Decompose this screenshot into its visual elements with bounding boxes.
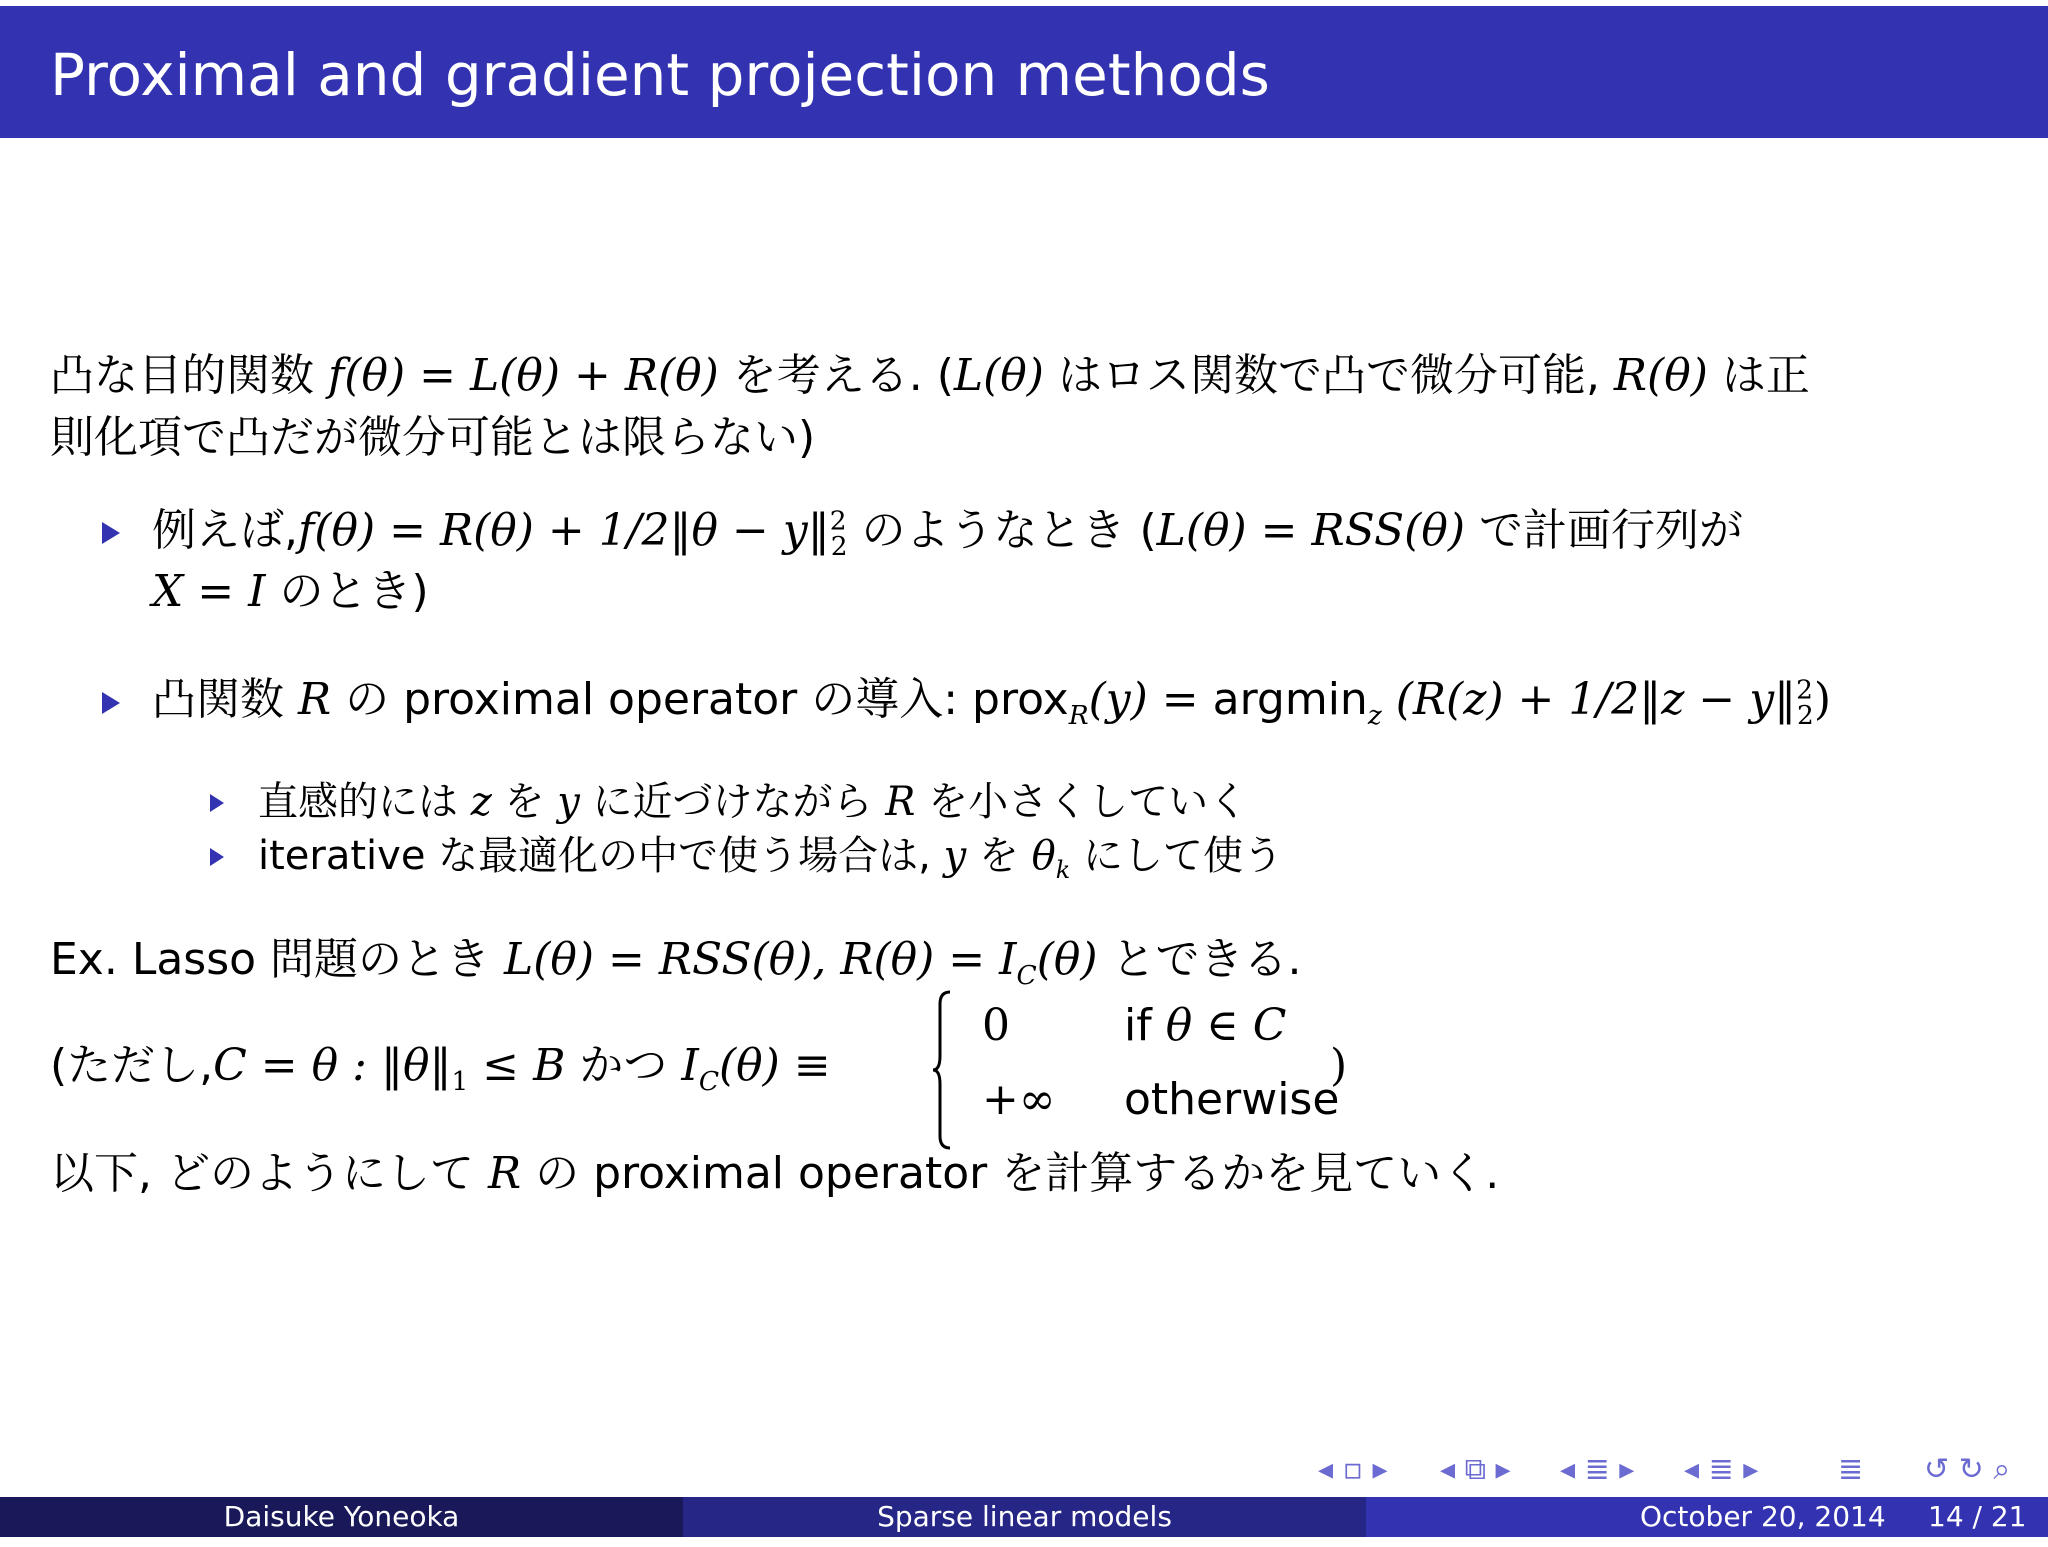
math-reg: R(θ) xyxy=(1613,350,1708,401)
frame-title: Proximal and gradient projection methods xyxy=(50,41,1270,109)
sub: 1 xyxy=(451,1065,469,1097)
math: L(θ) = RSS(θ), R(θ) = I xyxy=(504,934,1017,985)
text: を xyxy=(491,779,558,825)
text: にして使う xyxy=(1070,833,1283,879)
footer-date: October 20, 2014 xyxy=(1640,1500,1886,1533)
sub-bullet-1 xyxy=(258,778,1248,826)
math: R xyxy=(487,1148,522,1199)
footer-title-box xyxy=(683,1497,1366,1537)
footer-author-box xyxy=(0,1497,683,1537)
text: はロス関数で凸で微分可能, xyxy=(1043,350,1614,401)
text: 例えば, xyxy=(152,505,298,556)
math: y xyxy=(943,833,967,879)
sup: 2 xyxy=(829,505,847,537)
sub: C xyxy=(698,1065,720,1097)
case-2-condition: otherwise xyxy=(1124,1074,1340,1125)
math: θ xyxy=(1031,833,1056,879)
math: L(θ) = RSS(θ) xyxy=(1156,505,1465,556)
math: (R(z) + 1/2‖z − y‖ xyxy=(1395,674,1797,725)
frame-title-bar xyxy=(0,6,2048,138)
math: (y) = xyxy=(1088,674,1213,725)
math: R xyxy=(298,674,332,725)
text: で計画行列が xyxy=(1465,505,1743,556)
bullet1-line-2 xyxy=(152,566,429,619)
bullet1-line-1 xyxy=(152,505,1743,562)
definition-line xyxy=(50,1040,831,1097)
text: の proximal operator を計算するかを見ていく. xyxy=(521,1148,1500,1199)
math: ) xyxy=(1813,674,1832,725)
case-2-value: +∞ xyxy=(982,1074,1056,1125)
nav-subsection-icon[interactable]: ◂ ⧉ ▸ xyxy=(1440,1452,1511,1487)
cases-close-paren: ) xyxy=(1330,1040,1348,1091)
case-1-condition xyxy=(1124,1000,1286,1053)
text: if xyxy=(1124,1000,1166,1051)
closing-line xyxy=(50,1148,1499,1201)
footer-author: Daisuke Yoneoka xyxy=(223,1500,460,1533)
intro-line-2: 則化項で凸だが微分可能とは限らない) xyxy=(50,412,816,463)
text: を xyxy=(966,833,1032,879)
text: (ただし, xyxy=(50,1040,214,1091)
math: C = θ : ‖θ‖ xyxy=(213,1040,452,1091)
left-brace-icon xyxy=(932,990,952,1150)
text: Ex. Lasso 問題のとき xyxy=(50,934,505,985)
bullet-icon xyxy=(210,848,224,866)
sub: 2 xyxy=(830,530,848,562)
math: θ ∈ C xyxy=(1165,1000,1287,1051)
math: I xyxy=(681,1040,699,1091)
math: z xyxy=(470,779,492,825)
text: を小さくしていく xyxy=(915,779,1249,825)
bullet-icon xyxy=(102,692,120,714)
sub: k xyxy=(1055,856,1071,884)
bullet-icon xyxy=(102,522,120,544)
nav-frame-icon[interactable]: ◂ ▫ ▸ xyxy=(1318,1452,1388,1487)
nav-search-icon[interactable]: ↺ ↻ ⌕ xyxy=(1924,1452,2011,1487)
text: を考える. ( xyxy=(718,350,954,401)
math-objective: f(θ) = L(θ) + R(θ) xyxy=(328,350,719,401)
bullet2-line xyxy=(152,674,1832,731)
math: (θ) xyxy=(1036,934,1098,985)
intro-line-1 xyxy=(50,350,1810,403)
sup: 2 xyxy=(1796,674,1813,706)
sub: 2 xyxy=(1797,699,1814,731)
math: X = I xyxy=(152,566,266,617)
text: iterative な最適化の中で使う場合は, xyxy=(258,833,944,879)
bullet-icon xyxy=(210,794,224,812)
text: とできる. xyxy=(1097,934,1302,985)
text: 凸な目的関数 xyxy=(50,350,328,401)
math: (θ) ≡ xyxy=(719,1040,831,1091)
cases-block xyxy=(932,990,1352,1150)
text: の proximal operator の導入: prox xyxy=(331,674,1069,725)
text: に近づけながら xyxy=(579,779,886,825)
sub: z xyxy=(1367,699,1382,731)
text: argmin xyxy=(1212,674,1368,725)
math: y xyxy=(557,779,580,825)
text: 以下, どのようにして xyxy=(50,1148,488,1199)
text: 凸関数 xyxy=(152,674,298,725)
text: 直感的には xyxy=(258,779,471,825)
nav-section-icon[interactable]: ◂ ≣ ▸ xyxy=(1560,1452,1635,1487)
footer-page: 14 / 21 xyxy=(1928,1500,2027,1533)
sub-bullet-2 xyxy=(258,832,1283,884)
nav-appendix-icon[interactable]: ≣ xyxy=(1838,1452,1864,1487)
text: は正 xyxy=(1707,350,1810,401)
text: のようなとき ( xyxy=(847,505,1157,556)
footer-title: Sparse linear models xyxy=(877,1500,1172,1533)
math: ≤ B xyxy=(468,1040,566,1091)
math: f(θ) = R(θ) + 1/2‖θ − y‖ xyxy=(298,505,830,556)
nav-document-icon[interactable]: ◂ ≣ ▸ xyxy=(1684,1452,1759,1487)
footer-date-box xyxy=(1366,1497,2048,1537)
example-line xyxy=(50,934,1302,991)
case-1-value: 0 xyxy=(982,1000,1010,1051)
sub: R xyxy=(1068,699,1089,731)
math: R xyxy=(885,779,916,825)
sub: C xyxy=(1016,959,1037,991)
math-loss: L(θ) xyxy=(953,350,1044,401)
text: のとき) xyxy=(265,566,429,617)
text: かつ xyxy=(565,1040,682,1091)
